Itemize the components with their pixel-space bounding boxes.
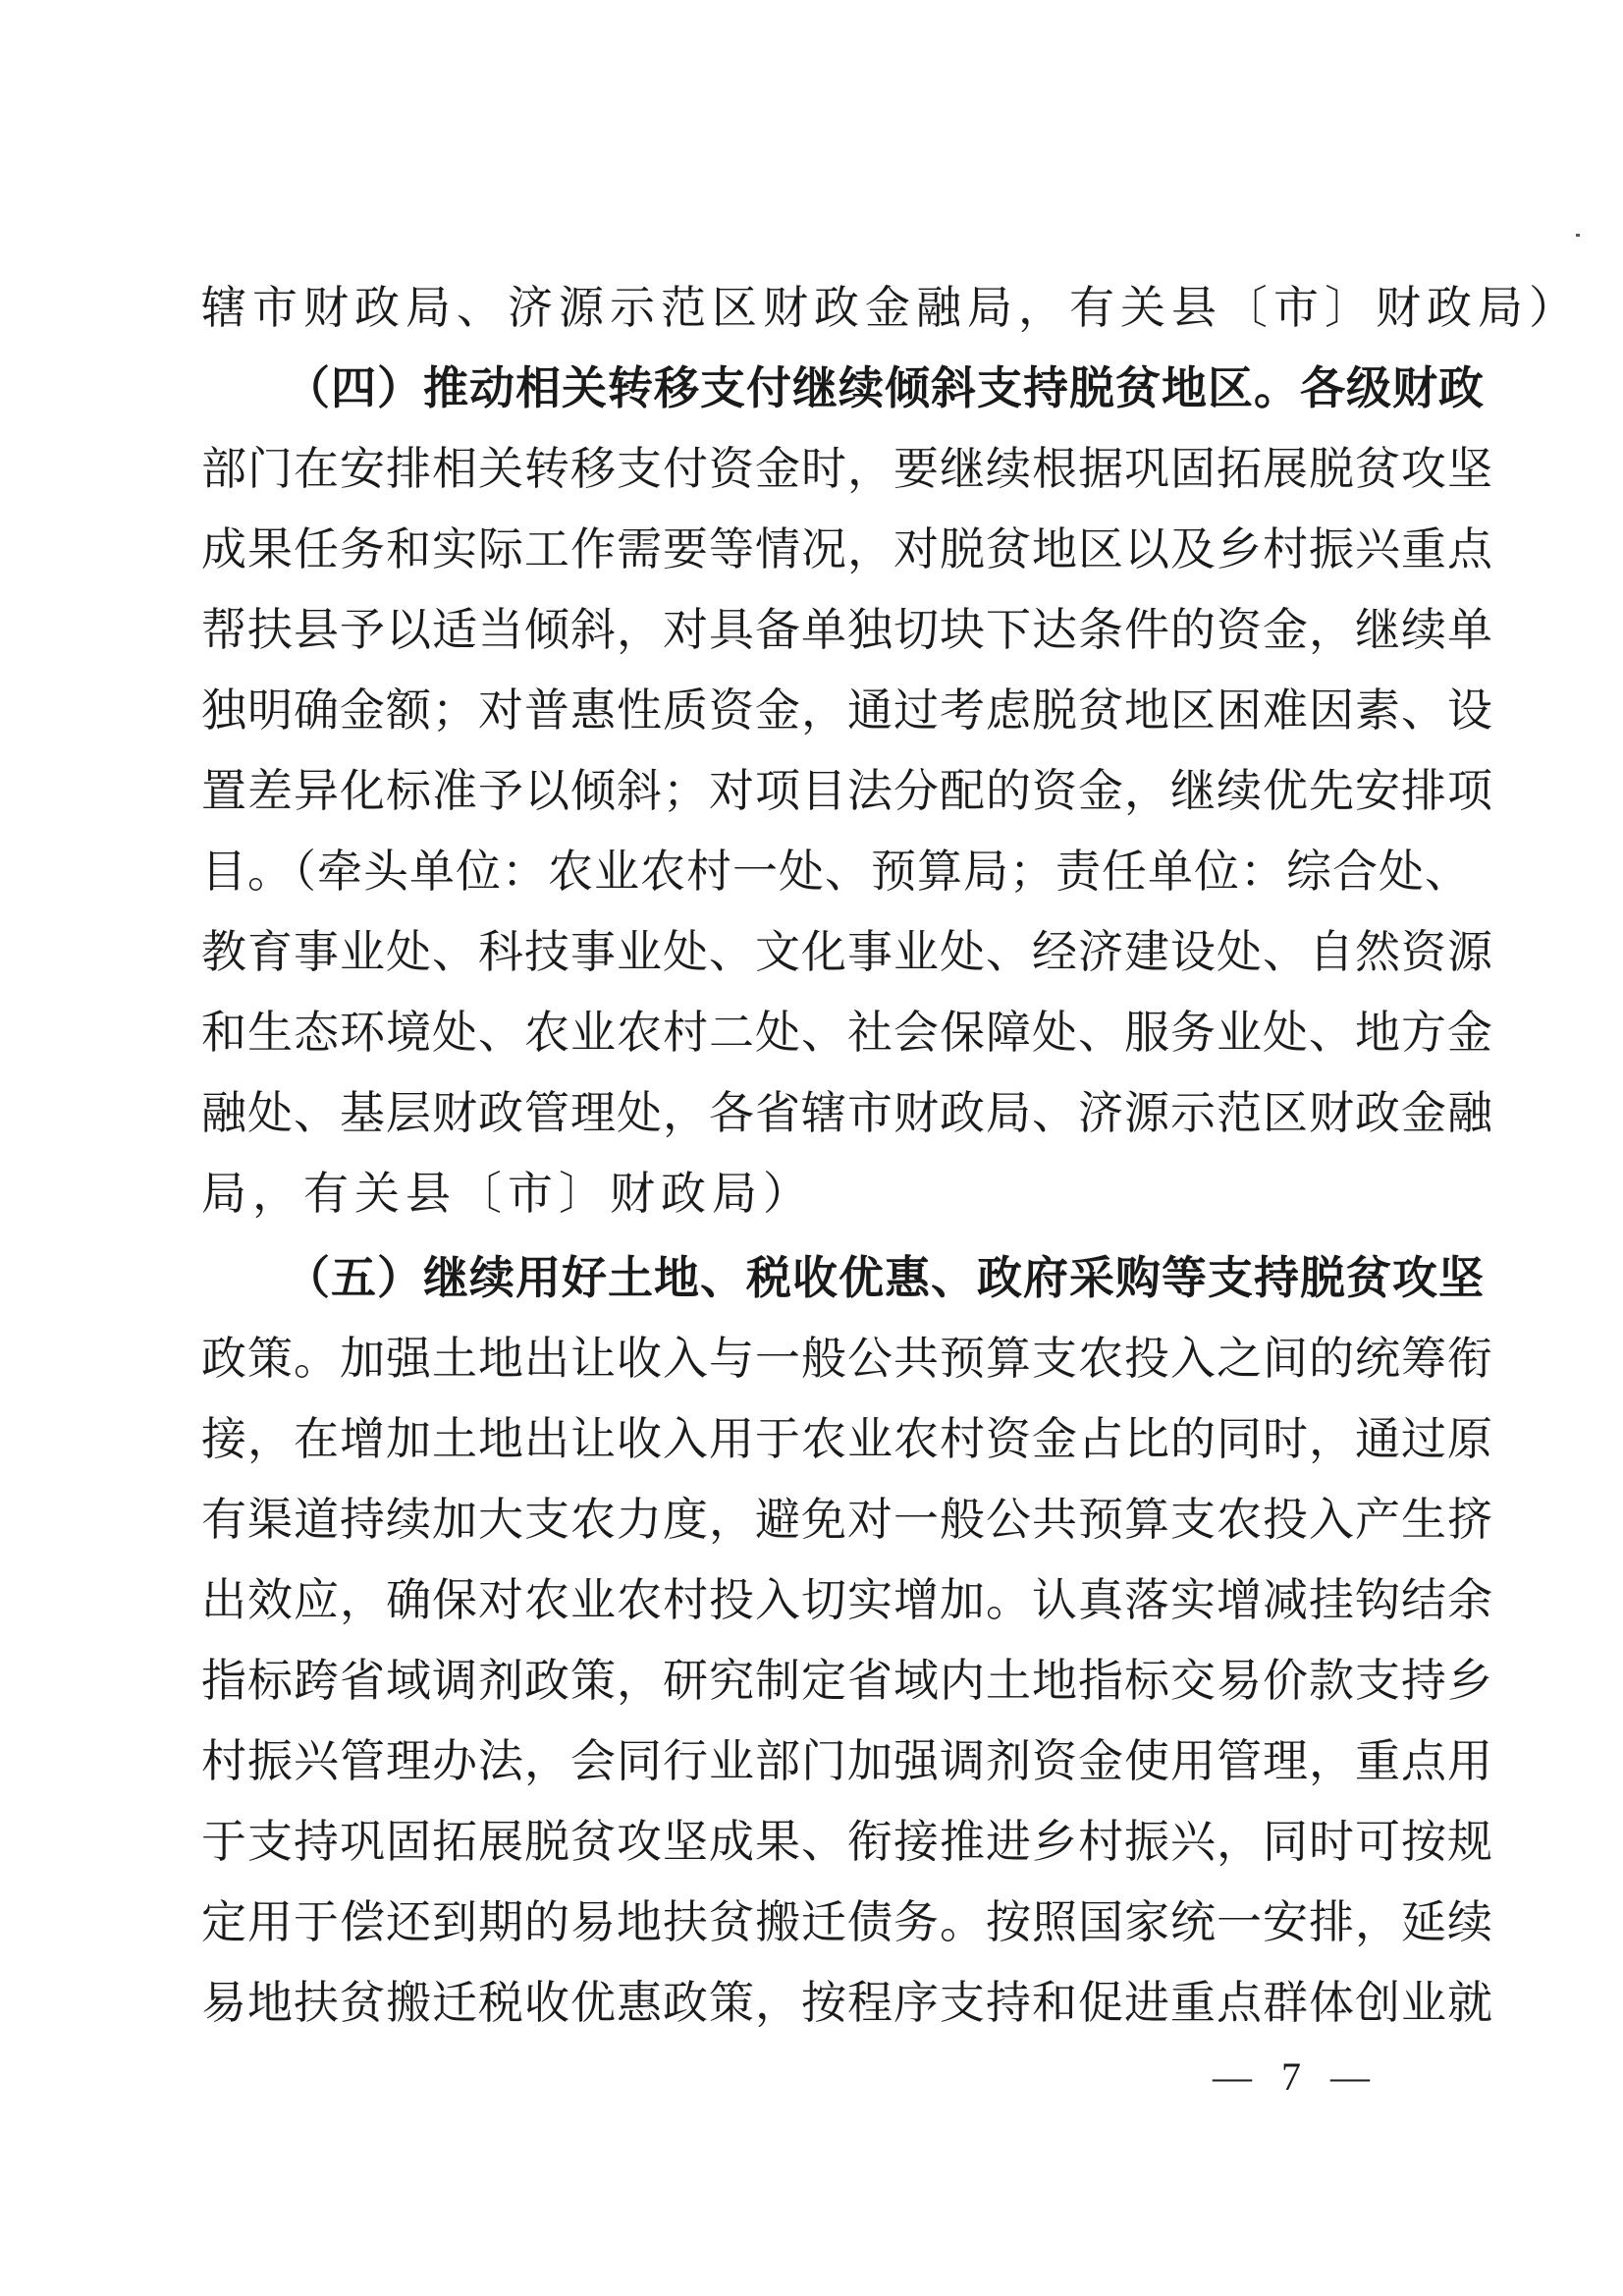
text-line: 帮扶县予以适当倾斜，对具备单独切块下达条件的资金，继续单 [201, 603, 1493, 656]
section-heading-5: （五）继续用好土地、税收优惠、政府采购等支持脱贫攻坚 [285, 1251, 1485, 1304]
text-line: 目。（牵头单位：农业农村一处、预算局；责任单位：综合处、 [201, 845, 1471, 898]
text-line: 于支持巩固拓展脱贫攻坚成果、衔接推进乡村振兴，同时可按规 [201, 1815, 1493, 1868]
text-line: 指标跨省域调剂政策，研究制定省域内土地指标交易价款支持乡 [201, 1654, 1493, 1707]
scan-dot [1576, 234, 1580, 237]
text-line: 独明确金额；对普惠性质资金，通过考虑脱贫地区困难因素、设 [201, 683, 1493, 737]
text-line: 教育事业处、科技事业处、文化事业处、经济建设处、自然资源 [201, 925, 1493, 978]
text-line: 出效应，确保对农业农村投入切实增加。认真落实增减挂钩结余 [201, 1573, 1493, 1626]
text-line: 村振兴管理办法，会同行业部门加强调剂资金使用管理，重点用 [201, 1734, 1493, 1787]
text-line: 置差异化标准予以倾斜；对项目法分配的资金，继续优先安排项 [201, 764, 1493, 817]
text-line: 成果任务和实际工作需要等情况，对脱贫地区以及乡村振兴重点 [201, 522, 1493, 575]
text-line: 和生态环境处、农业农村二处、社会保障处、服务业处、地方金 [201, 1006, 1493, 1059]
text-line: 局，有关县〔市〕财政局） [201, 1167, 814, 1220]
text-line: 融处、基层财政管理处，各省辖市财政局、济源示范区财政金融 [201, 1086, 1493, 1139]
section-heading-4: （四）推动相关转移支付继续倾斜支持脱贫地区。各级财政 [285, 361, 1485, 414]
text-line: 定用于偿还到期的易地扶贫搬迁债务。按照国家统一安排，延续 [201, 1895, 1493, 1948]
text-line: 部门在安排相关转移支付资金时，要继续根据巩固拓展脱贫攻坚 [201, 442, 1493, 495]
text-line: 易地扶贫搬迁税收优惠政策，按程序支持和促进重点群体创业就 [201, 1976, 1493, 2029]
text-line: 辖市财政局、济源示范区财政金融局，有关县〔市〕财政局） [201, 281, 1580, 334]
text-line: 有渠道持续加大支农力度，避免对一般公共预算支农投入产生挤 [201, 1493, 1493, 1546]
page-number: — 7 — [1213, 2054, 1380, 2099]
text-line: 接，在增加土地出让收入用于农业农村资金占比的同时，通过原 [201, 1412, 1493, 1465]
text-line: 政策。加强土地出让收入与一般公共预算支农投入之间的统筹衔 [201, 1332, 1493, 1385]
